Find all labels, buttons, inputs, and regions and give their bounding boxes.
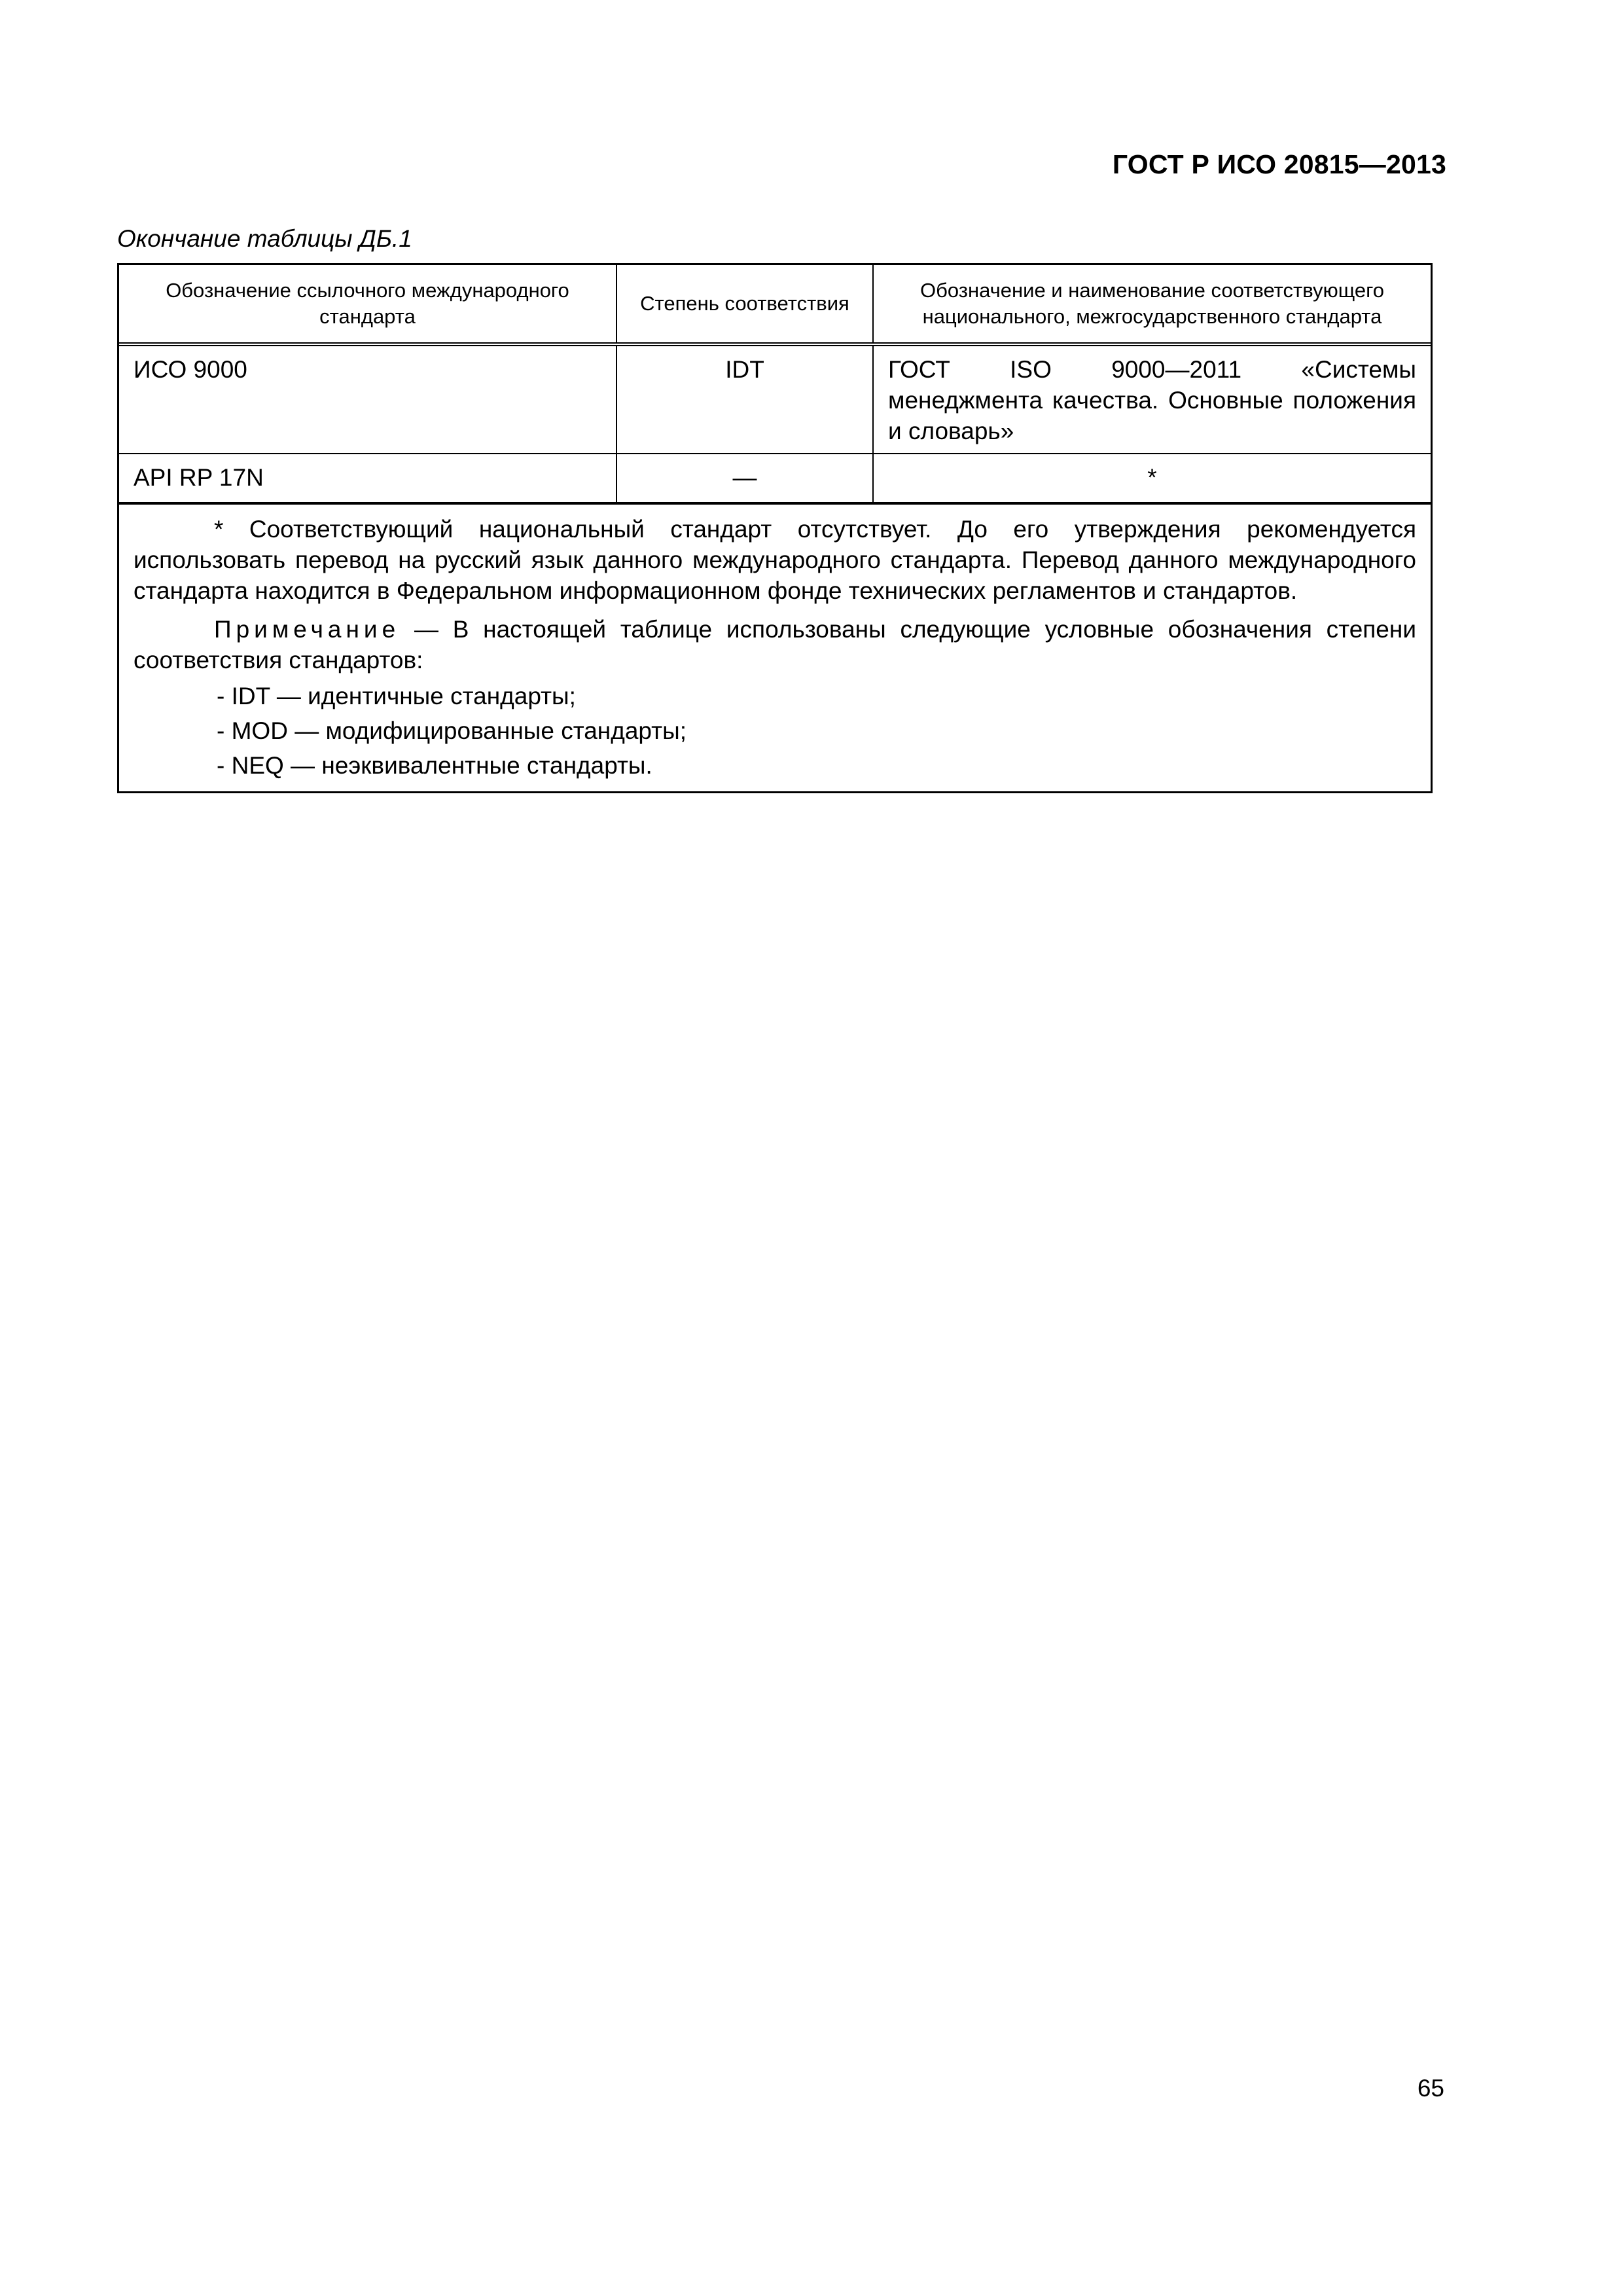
cell-degree: — bbox=[616, 454, 873, 503]
table-header-row bbox=[119, 265, 1431, 344]
legend-item: - NEQ — неэквивалентные стандарты. bbox=[217, 752, 652, 779]
cell-national-standard: ГОСТ ISO 9000—2011 «Системы менеджмента качества. Основные положения и словарь» bbox=[873, 344, 1431, 454]
cell-reference-standard: API RP 17N bbox=[119, 454, 616, 503]
page-number: 65 bbox=[1417, 2075, 1444, 2102]
note-text: — В настоящей таблице использованы следующие условные обозначения степени соответствия стандартов: bbox=[134, 616, 1416, 673]
correspondence-table bbox=[117, 263, 1433, 793]
footnote: * Соответствующий национальный стандарт отсутствует. До его утверждения рекомендуется использовать перевод на русский язык данного международного стандарта. Перевод данного международного стандарта находится в Федеральном информационном фонде технических регламентов и стандартов. bbox=[134, 516, 1416, 604]
document-code: ГОСТ Р ИСО 20815—2013 bbox=[1112, 149, 1446, 179]
legend-item: - IDT — идентичные стандарты; bbox=[217, 683, 576, 709]
column-header-reference-standard: Обозначение ссылочного международного стандарта bbox=[119, 265, 616, 344]
column-header-degree: Степень соответствия bbox=[616, 265, 873, 344]
note-label: Примечание bbox=[214, 616, 401, 643]
table-caption: Окончание таблицы ДБ.1 bbox=[117, 225, 412, 252]
table-row bbox=[119, 344, 1431, 454]
column-header-national-standard: Обозначение и наименование соответствующего национального, межгосударственного стандарта bbox=[873, 265, 1431, 344]
table-notes bbox=[119, 503, 1431, 791]
cell-reference-standard: ИСО 9000 bbox=[119, 344, 616, 454]
cell-national-standard: * bbox=[873, 454, 1431, 503]
table-row bbox=[119, 454, 1431, 503]
note bbox=[134, 614, 1416, 675]
legend-item: - MOD — модифицированные стандарты; bbox=[217, 717, 687, 744]
cell-degree: IDT bbox=[616, 344, 873, 454]
